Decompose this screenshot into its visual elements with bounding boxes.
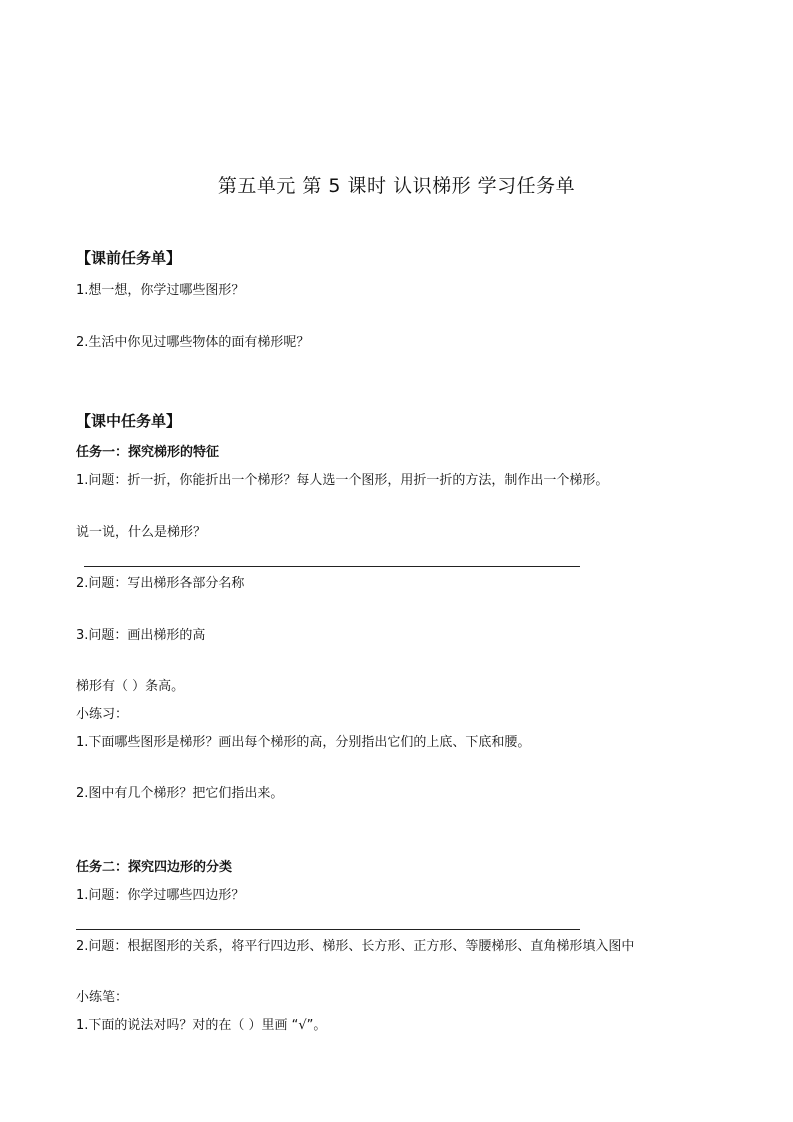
heights-fill-in: 梯形有（ ）条高。 xyxy=(76,679,185,694)
practice-label: 小练习： xyxy=(76,707,129,722)
pre-class-heading: 【课前任务单】 xyxy=(76,249,182,267)
answer-line[interactable] xyxy=(84,566,580,567)
pre-class-question-2: 2.生活中你见过哪些物体的面有梯形呢？ xyxy=(76,335,310,350)
task-2-heading: 任务二：探究四边形的分类 xyxy=(76,860,233,875)
task-2-question-1: 1.问题：你学过哪些四边形？ xyxy=(76,888,245,903)
practice-pen-label: 小练笔： xyxy=(76,990,129,1005)
task-1-question-1: 1.问题：折一折，你能折出一个梯形？每人选一个图形，用折一折的方法，制作出一个梯形。 xyxy=(76,473,609,488)
practice-question-2: 2.图中有几个梯形？把它们指出来。 xyxy=(76,786,284,801)
pre-class-question-1: 1.想一想，你学过哪些图形？ xyxy=(76,283,245,298)
task-1-question-2: 2.问题：写出梯形各部分名称 xyxy=(76,576,245,591)
answer-line[interactable] xyxy=(76,929,580,930)
task-1-question-3: 3.问题：画出梯形的高 xyxy=(76,628,206,643)
page-title: 第五单元 第 5 课时 认识梯形 学习任务单 xyxy=(217,175,576,197)
task-2-question-2: 2.问题：根据图形的关系，将平行四边形、梯形、长方形、正方形、等腰梯形、直角梯形填入图中 xyxy=(76,939,635,954)
practice-pen-question-1: 1.下面的说法对吗？对的在（ ）里画 “√”。 xyxy=(76,1018,327,1033)
practice-question-1: 1.下面哪些图形是梯形？画出每个梯形的高，分别指出它们的上底、下底和腰。 xyxy=(76,735,531,750)
task-1-heading: 任务一：探究梯形的特征 xyxy=(76,445,220,460)
task-1-say-prompt: 说一说，什么是梯形？ xyxy=(76,525,207,540)
in-class-heading: 【课中任务单】 xyxy=(76,412,182,430)
